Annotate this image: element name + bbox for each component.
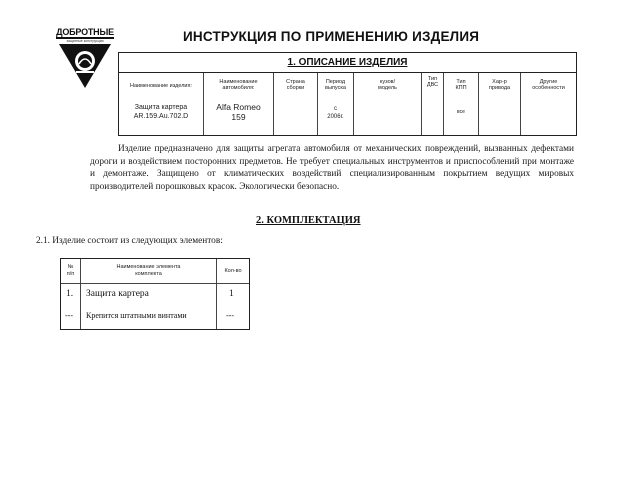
col-country bbox=[274, 73, 318, 135]
section2-heading: 2. КОМПЛЕКТАЦИЯ bbox=[256, 215, 361, 226]
col-value: все bbox=[457, 109, 465, 115]
col-header: Тип КПП bbox=[455, 79, 467, 91]
col-drive bbox=[479, 73, 521, 135]
col-header: Страна сборки bbox=[286, 79, 305, 91]
col-body-model bbox=[354, 73, 422, 135]
kit-header-name: Наименование элемента комплекта bbox=[81, 259, 217, 284]
col-engine bbox=[422, 73, 444, 135]
table-row-1-qty: 1 bbox=[229, 289, 234, 299]
col-vehicle-name bbox=[204, 73, 274, 135]
table-row-2-name: Крепится штатными винтами bbox=[86, 311, 187, 320]
logo-emblem-icon bbox=[56, 28, 114, 90]
col-header: Тип ДВС bbox=[426, 76, 439, 88]
col-value: Alfa Romeo 159 bbox=[216, 102, 261, 122]
col-other bbox=[521, 73, 576, 135]
col-header: Хар-р привода bbox=[488, 79, 511, 91]
logo-subtitle: защитные конструкции bbox=[66, 39, 104, 43]
section2-intro: 2.1. Изделие состоит из следующих элементов: bbox=[36, 236, 223, 246]
description-table bbox=[118, 52, 577, 136]
table-row-1-number: 1. bbox=[66, 289, 74, 299]
col-header: Период выпуска bbox=[325, 79, 346, 91]
document-title: ИНСТРУКЦИЯ ПО ПРИМЕНЕНИЮ ИЗДЕЛИЯ bbox=[183, 29, 480, 44]
col-value: с 2006г. bbox=[327, 106, 344, 120]
col-gearbox bbox=[444, 73, 479, 135]
col-product-name bbox=[119, 73, 204, 135]
brand-logo bbox=[56, 28, 114, 90]
section1-heading: 1. ОПИСАНИЕ ИЗДЕЛИЯ bbox=[119, 53, 576, 73]
col-header: кузов/ модель bbox=[378, 79, 397, 91]
table-row-2-qty: --- bbox=[226, 311, 234, 320]
col-header: Другие особенности bbox=[532, 79, 565, 91]
col-value: Защита картера AR.159.Au.702.D bbox=[133, 104, 189, 120]
kit-table bbox=[60, 258, 250, 330]
product-description: Изделие предназначено для защиты агрегата автомобиля от механических повреждений, вызванных дефектами дороги и воздействием посторонних предметов. Не требует специальных инструментов и приспособлений при монтаже и демонтаже. Защищено от климатических воздействий специализированным покрытием ведущих мировых производителей порошковых красок. Экологически безопасно. bbox=[90, 144, 574, 192]
kit-header-number: № п/п bbox=[61, 259, 81, 284]
table-row-2-number: --- bbox=[65, 311, 73, 320]
col-header: Наименование изделия: bbox=[129, 83, 192, 89]
table-row-1-name: Защита картера bbox=[86, 289, 149, 299]
logo-title: ДОБРОТНЫЕ bbox=[56, 27, 114, 37]
col-period bbox=[318, 73, 354, 135]
col-header: Наименование автомобиля: bbox=[219, 79, 258, 91]
kit-header-qty: Кол-во bbox=[217, 259, 249, 284]
